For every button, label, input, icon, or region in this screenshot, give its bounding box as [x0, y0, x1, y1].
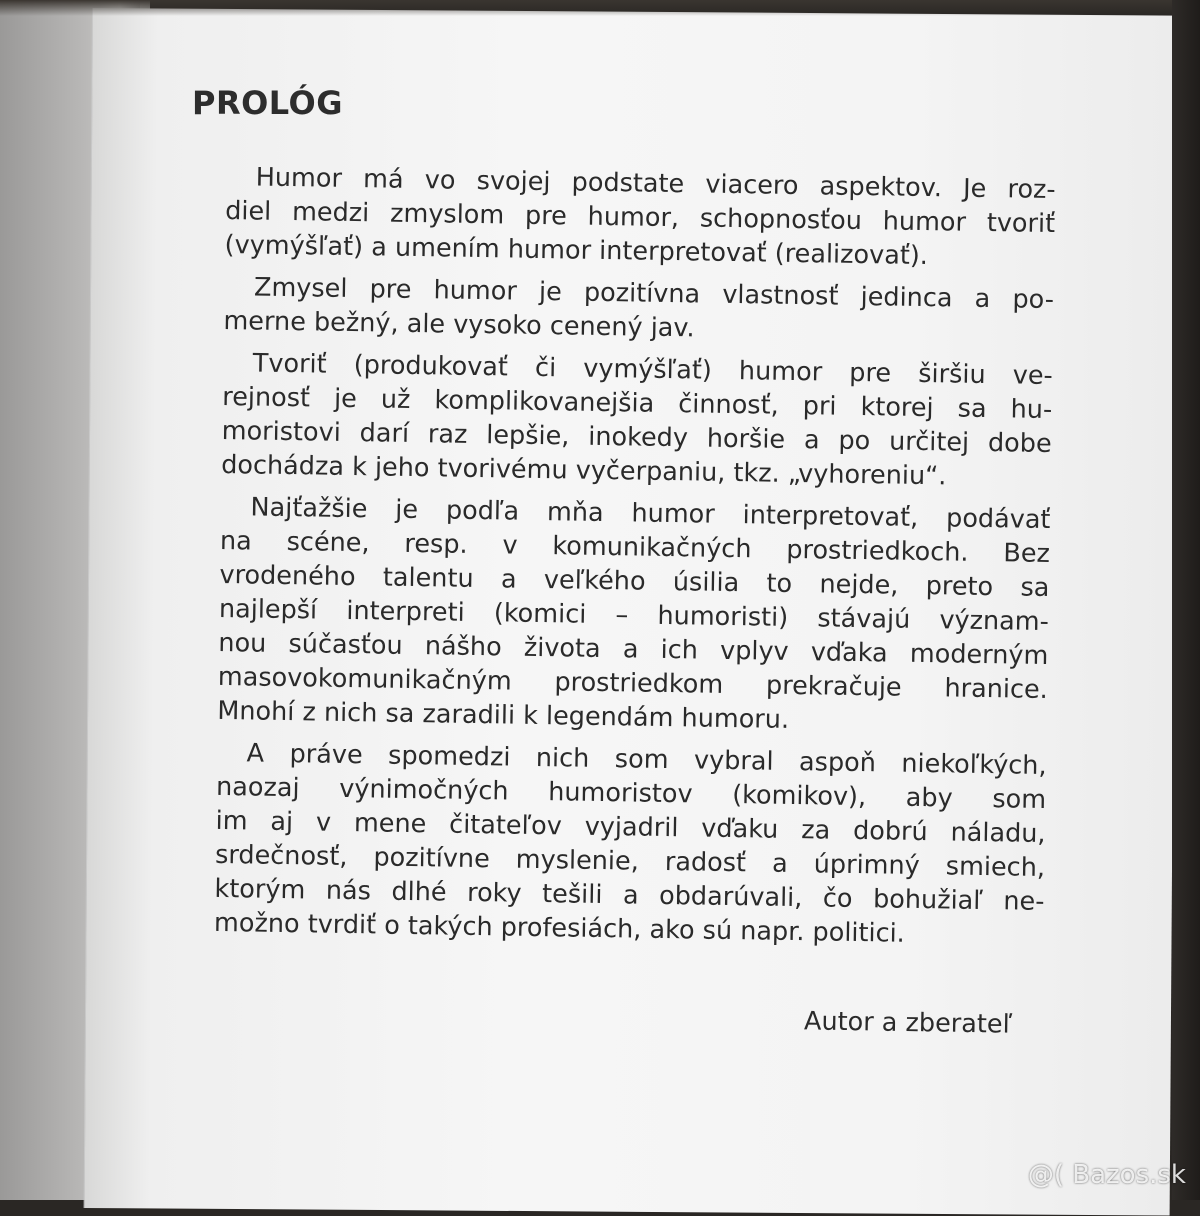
- paragraph: [223, 270, 1054, 351]
- text-line: rejnosť je už komplikovanejšia činnosť, pri ktorej sa hu-: [222, 381, 1053, 426]
- text-line: diel medzi zmyslom pre humor, schopnosťou humor tvoriť: [224, 195, 1056, 240]
- book-cover-edge: [1172, 0, 1200, 1200]
- text-line: na scéne, resp. v komunikačných prostriedkoch. Bez: [219, 525, 1051, 569]
- text-line: Tvoriť (produkovať či vymýšľať) humor pre širšiu ve-: [252, 348, 1053, 392]
- page-title: PROLÓG: [192, 84, 344, 122]
- text-line: im aj v mene čitateľov vyjadril vďaku za dobrú náladu,: [215, 805, 1046, 849]
- text-line: možno tvrdiť o takých profesiách, ako sú napr. politici.: [213, 907, 906, 949]
- text-line: Najťažšie je podľa mňa humor interpretovať, podávať: [250, 492, 1051, 535]
- text-line: merne bežný, ale vysoko cenený jav.: [223, 305, 695, 344]
- text-line: Humor má vo svojej podstate viacero aspektov. Je roz-: [255, 162, 1056, 206]
- top-shadow: [0, 0, 1200, 16]
- text-line: srdečnosť, pozitívne myslenie, radosť a úprimný smiech,: [214, 839, 1046, 883]
- paragraph: [214, 736, 1047, 953]
- text-line: ktorým nás dlhé roky tešili a obdarúvali, čo bohužiaľ ne-: [214, 873, 1045, 917]
- text-line: masovokomunikačným prostriedkom prekračuje hranice.: [217, 661, 1049, 705]
- text-line: moristovi darí raz lepšie, inokedy horšie a po určitej dobe: [221, 415, 1052, 460]
- text-line: A práve spomedzi nich som vybral aspoň niekoľkých,: [246, 738, 1047, 781]
- paragraph: [221, 346, 1053, 495]
- text-line: Mnohí z nich sa zaradili k legendám humoru.: [217, 695, 790, 735]
- text-line: Zmysel pre humor je pozitívna vlastnosť jedinca a po-: [253, 272, 1055, 316]
- text-line: naozaj výnimočných humoristov (komikov), aby som: [215, 771, 1047, 815]
- paragraph: [224, 160, 1055, 275]
- paragraph: [217, 490, 1051, 741]
- text-line: najlepší interpreti (komici – humoristi) stávajú význam-: [218, 593, 1050, 637]
- watermark: @( Bazos.sk: [1027, 1160, 1186, 1190]
- text-line: dochádza k jeho tvorivému vyčerpaniu, tkz. „vyhoreniu“.: [220, 449, 947, 492]
- text-line: nou súčasťou nášho života a ich vplyv vďaka moderným: [218, 627, 1049, 671]
- text-line: vrodeného talentu a veľkého úsilia to nejde, preto sa: [219, 559, 1050, 603]
- text-line: (vymýšľať) a umením humor interpretovať (realizovať).: [224, 229, 929, 272]
- prologue-text: [214, 160, 1056, 961]
- author-signature: Autor a zberateľ: [803, 1006, 1013, 1040]
